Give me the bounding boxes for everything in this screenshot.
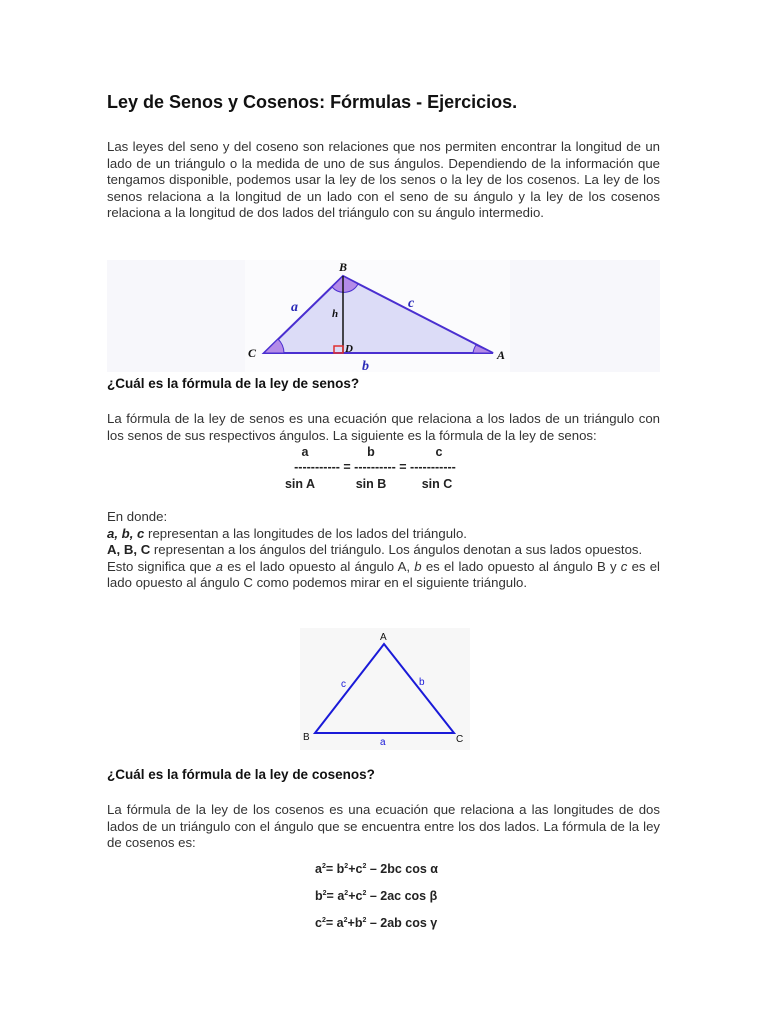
cosine-formula-a: $a^2= b^2+c^2 - 2bc$ cos α — [315, 862, 438, 876]
label-vertex-a: A — [380, 632, 387, 643]
senos-paragraph: La fórmula de la ley de senos es una ecuación que relaciona a los lados de un triángulo con los senos de sus respectivos ángulos. La siguiente es la fórmula de la ley de senos: — [107, 411, 660, 443]
label-side-b: b — [362, 359, 369, 374]
fraction-bars: ----------- = ---------- = ----------- — [294, 460, 456, 474]
heading-ley-cosenos: ¿Cuál es la fórmula de la ley de cosenos? — [107, 767, 375, 782]
label-side-c: c — [408, 296, 415, 311]
cosenos-paragraph: La fórmula de la ley de los cosenos es una ecuación que relaciona a las longitudes de dos lados de un triángulo con el ángulo que se encuentra entre los dos lados. La fórmula de la ley de cosenos es: — [107, 802, 660, 850]
triangle-altitude-figure — [107, 258, 660, 374]
opposite-text-4: es el lado opuesto al ángulo C como podemos mirar en el siguiente triángulo. — [107, 558, 660, 590]
opposite-text-2: es el lado opuesto al ángulo A, — [223, 558, 415, 574]
label-side-a: a — [380, 737, 386, 748]
label-vertex-b: B — [339, 260, 348, 274]
cosine-formula-c: $c^2= a^2+b^2 - 2ab$ cos γ — [315, 916, 438, 930]
page-title: Ley de Senos y Cosenos: Fórmulas - Ejercicios. — [107, 92, 518, 112]
numerator-c: c — [435, 445, 443, 459]
label-vertex-c: C — [248, 346, 257, 360]
definitions-block — [107, 509, 660, 592]
cosine-formula-b: $b^2= a^2+c^2 - 2ac$ cos β — [315, 889, 438, 903]
label-side-a: a — [291, 300, 298, 315]
en-donde-label: En donde: — [107, 509, 168, 524]
figure-panel-right — [510, 260, 660, 372]
opposite-text-3: es el lado opuesto al ángulo B y — [421, 558, 621, 574]
definition-sides — [107, 526, 660, 543]
angles-vars: A, B, C — [107, 542, 151, 557]
numerator-b: b — [367, 445, 375, 459]
sides-vars: a, b, c — [107, 525, 145, 541]
var-c: c — [620, 558, 628, 574]
definition-opposite — [107, 559, 660, 592]
definition-angles — [107, 542, 660, 559]
label-h: h — [332, 308, 339, 320]
denominator-sin-c: sin C — [421, 477, 453, 491]
label-vertex-c: C — [456, 734, 464, 745]
label-side-b: b — [419, 677, 425, 688]
angles-text: representan a los ángulos del triángulo. Los ángulos denotan a sus lados opuestos. — [150, 542, 643, 557]
sides-text: representan a las longitudes de los lados del triángulo. — [144, 525, 467, 541]
var-a: a — [215, 558, 223, 574]
figure-panel-left — [107, 260, 245, 372]
opposite-text-1: Esto significa que — [107, 558, 216, 574]
numerator-a: a — [301, 445, 309, 459]
denominator-sin-a: sin A — [284, 477, 316, 491]
heading-ley-senos: ¿Cuál es la fórmula de la ley de senos? — [107, 376, 360, 391]
label-vertex-b: B — [303, 732, 310, 743]
label-side-c: c — [341, 679, 346, 690]
label-vertex-a: A — [497, 348, 506, 362]
intro-paragraph: Las leyes del seno y del coseno son relaciones que nos permiten encontrar la longitud de un lado de un triángulo o la medida de uno de sus ángulos. Dependiendo de la información que tengamos disponible, podemos usar la ley de los senos o la ley de los cosenos. La ley de los senos relaciona a la longitud de un lado con el seno de su ángulo y la ley de los cosenos relaciona a la longitud de dos lados del triángulo con su ángulo intermedio. — [107, 139, 660, 220]
triangle-abc-figure — [300, 628, 470, 750]
label-point-d: D — [345, 343, 353, 355]
var-b: b — [414, 558, 422, 574]
denominator-sin-b: sin B — [355, 477, 387, 491]
